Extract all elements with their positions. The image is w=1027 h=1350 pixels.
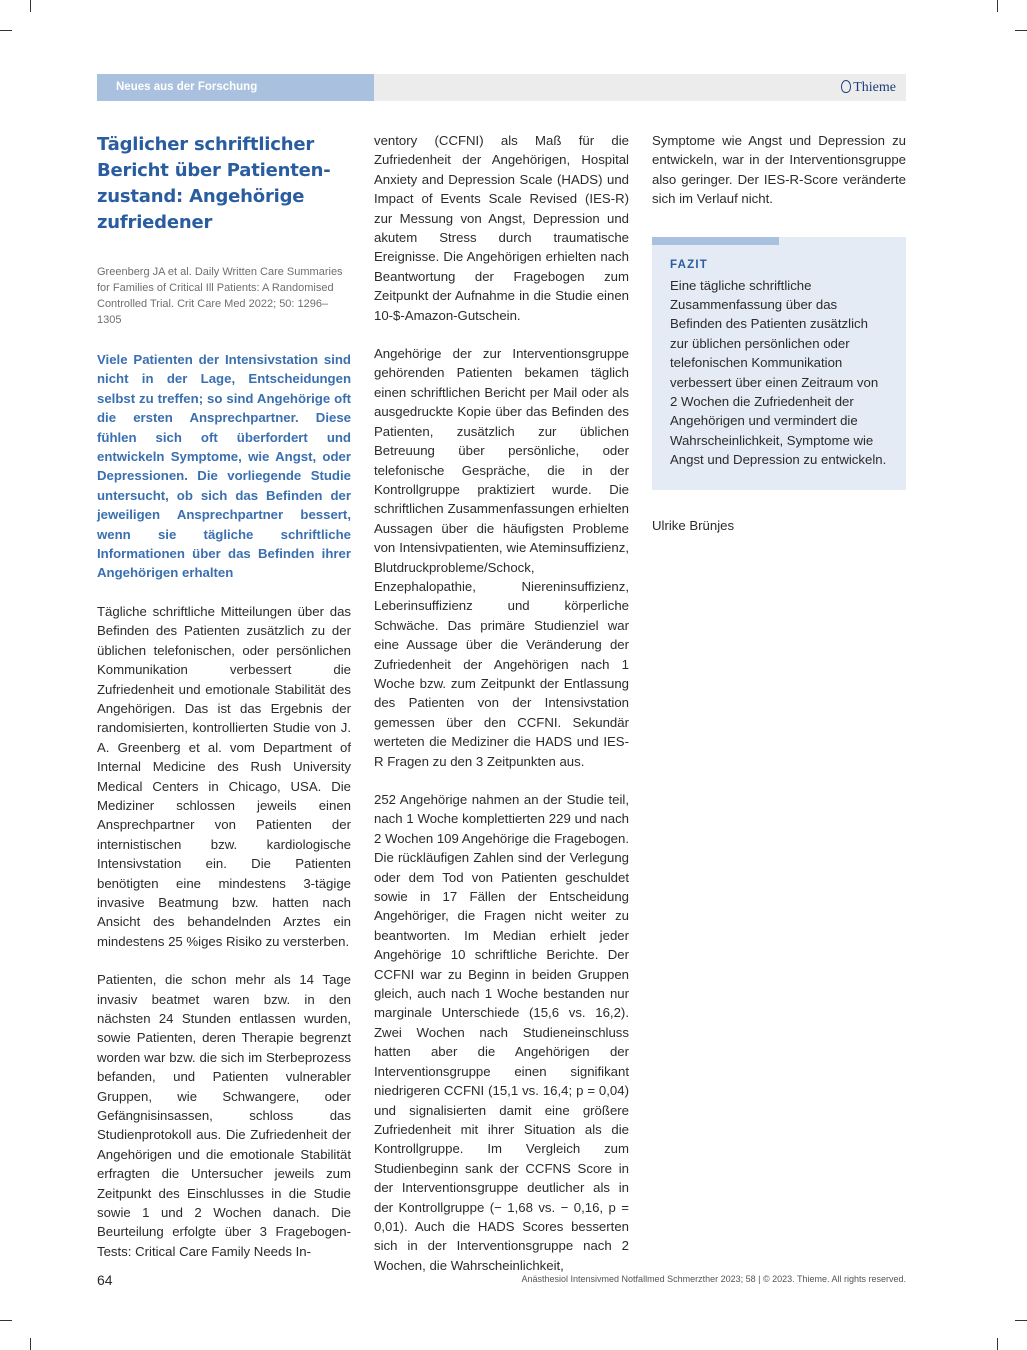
crop-mark — [30, 1338, 31, 1350]
citation: Greenberg JA et al. Daily Written Care Summaries for Families of Critical Ill Patients: A Randomised Controlled Trial. Crit Care Med 2022; 50: 1296–1305 — [97, 266, 343, 326]
crop-mark — [997, 0, 998, 12]
header-bar — [97, 74, 906, 101]
crop-mark — [1015, 30, 1027, 31]
article-title: Täglicher schriftlicher Bericht über Patienten-zustand: Angehörige zufriedener — [97, 134, 331, 233]
fazit-title: FAZIT — [670, 258, 708, 271]
fazit-text: Eine tägliche schriftliche Zusammenfassung über das Befinden des Patienten zusätzlich zur üblichen persönlichen oder telefonischen Kommunikation verbessert über einen Zeitraum von 2 Wochen die Zufriedenheit der Angehörigen und vermindert die Wahrscheinlichkeit, Symptome wie Angst und Depression zu entwickeln. — [670, 277, 887, 468]
column-1 — [97, 130, 351, 1261]
body-paragraph-part: ventory (CCFNI) als Maß für die Zufriedenheit der Angehörigen, Hospital Anxiety and Depression Scale (HADS) und Impact of Events Scale Revised (IES-R) zur Messung von Angst, Depression und akutem Stress durch traumatische Ereignisse. Die Angehörigen erhielten nach Beantwortung der Fragebogen zum Zeitpunkt der Aufnahme in die Studie einen 10-$-Amazon-Gutschein. — [374, 133, 629, 323]
crop-mark — [0, 30, 12, 31]
body-paragraph-part: Symptome wie Angst und Depression zu entwickeln, war in der Interventionsgruppe also geringer. Der IES-R-Score veränderte sich im Verlauf nicht. — [652, 133, 906, 207]
brand-name: Thieme — [853, 80, 896, 95]
crop-mark — [997, 1338, 998, 1350]
fazit-box — [652, 237, 906, 490]
column-3 — [652, 131, 906, 535]
body-paragraph: Angehörige der zur Interventionsgruppe gehörenden Patienten bekamen täglich einen schriftlichen Bericht per Mail oder als ausgedruckte Kopie über das Befinden des Patienten, zusätzlich zur üblichen Betreuung über persönliche, oder telefonische Gespräche, die in der Kontrollgruppe praktiziert wurde. Die schriftlichen Zusammenfassungen erhielten Aussagen über die häufigsten Probleme von Intensivpatienten, wie Ateminsuffizienz, Blutdruckprobleme/Schock, Enzephalopathie, Niereninsuffizienz, Leberinsuffizienz und körperliche Schwäche. Das primäre Studienziel war eine Aussage über die Veränderung der Zufriedenheit der Angehörigen nach 1 Woche bzw. zum Zeitpunkt der Entlassung des Patienten von der Intensivstation gemessen über den CCFNI. Sekundär werteten die Mediziner die HADS und IES-R Fragen zu den 3 Zeitpunkten aus. — [374, 346, 629, 769]
lead-paragraph: Viele Patienten der Intensivstation sind nicht in der Lage, Entscheidungen selbst zu treffen; so sind Angehörige oft die ersten Ansprechpartner. Diese fühlen sich oft überfordert und entwickeln Symptome, wie Angst, oder Depressionen. Die vorliegende Studie untersucht, ob sich das Befinden der jeweiligen Ansprechpartner bessert, wenn sie tägliche schriftliche Informationen über das Befinden ihrer Angehörigen erhalten — [97, 352, 351, 581]
body-paragraph-part: Patienten, die schon mehr als 14 Tage invasiv beatmet waren bzw. in den nächsten 24 Stunden entlassen wurden, sowie Patienten, deren Therapie begrenzt worden war bzw. die sich im Sterbeprozess befanden, und Patienten vulnerabler Gruppen, wie Schwangere, oder Gefängnisinsassen, schloss das Studienprotokoll aus. Die Zufriedenheit der Angehörigen und die emotionale Stabilität erfragten die Untersucher jeweils zum Zeitpunkt des Einschlusses in die Studie sowie 1 und 2 Wochen danach. Die Beurteilung erfolgte über 3 Fragebogen-Tests: Critical Care Family Needs In- — [97, 972, 351, 1259]
column-2 — [374, 131, 629, 1275]
crop-mark — [0, 1320, 12, 1321]
brand-logo — [841, 74, 896, 101]
journal-line: Anästhesiol Intensivmed Notfallmed Schmerzther 2023; 58 | © 2023. Thieme. All rights reserved. — [521, 1274, 906, 1284]
thieme-logo-icon — [841, 80, 851, 93]
section-tag: Neues aus der Forschung — [97, 74, 374, 101]
body-paragraph-part: 252 Angehörige nahmen an der Studie teil, nach 1 Woche komplettierten 229 und nach 2 Wochen 109 Angehörige die Fragebogen. Die rückläufigen Zahlen sind der Verlegung oder dem Tod von Patienten geschuldet sowie in 17 Fällen der Entscheidung Angehöriger, die Fragen nicht weiter zu beantworten. Im Median erhielt jeder Angehörige 10 schriftliche Berichte. Der CCFNI war zu Beginn in beiden Gruppen gleich, auch nach 1 Woche bestanden nur marginale Unterschiede (15,6 vs. 16,2). Zwei Wochen nach Studieneinschluss hatten aber die Angehörigen der Interventionsgruppe einen signifikant niedrigeren CCFNI (15,1 vs. 16,4; p = 0,04) und signalisierten damit eine größere Zufriedenheit mit ihrer Situation als die Kontrollgruppe. Im Vergleich zum Studienbeginn sank der CCFNS Score in der Interventionsgruppe deutlicher als in der Kontrollgruppe (− 1,68 vs. − 0,16, p = 0,01). Auch die HADS Scores besserten sich in der Interventionsgruppe nach 2 Wochen, die Wahrscheinlichkeit, — [374, 792, 629, 1273]
crop-mark — [1015, 1320, 1027, 1321]
body-paragraph: Tägliche schriftliche Mitteilungen über das Befinden des Patienten zusätzlich zu der üblichen telefonischen, oder persönlichen Kommunikation verbessert die Zufriedenheit und emotionale Stabilität des Angehörigen. Das ist das Ergebnis der randomisierten, kontrollierten Studie von J. A. Greenberg et al. vom Department of Internal Medicine des Rush University Medical Centers in Chicago, USA. Die Mediziner schlossen jeweils einen Ansprechpartner von Patienten der internistischen bzw. kardiologische Intensivstation ein. Die Patienten benötigten eine mindestens 3-tägige invasive Beatmung bzw. hatten nach Ansicht des behandelnden Arztes ein mindestens 25 %iges Risiko zu versterben. — [97, 603, 351, 949]
fazit-accent-rule — [652, 237, 779, 245]
page-number: 64 — [97, 1272, 113, 1288]
author: Ulrike Brünjes — [652, 517, 735, 533]
crop-mark — [30, 0, 31, 12]
